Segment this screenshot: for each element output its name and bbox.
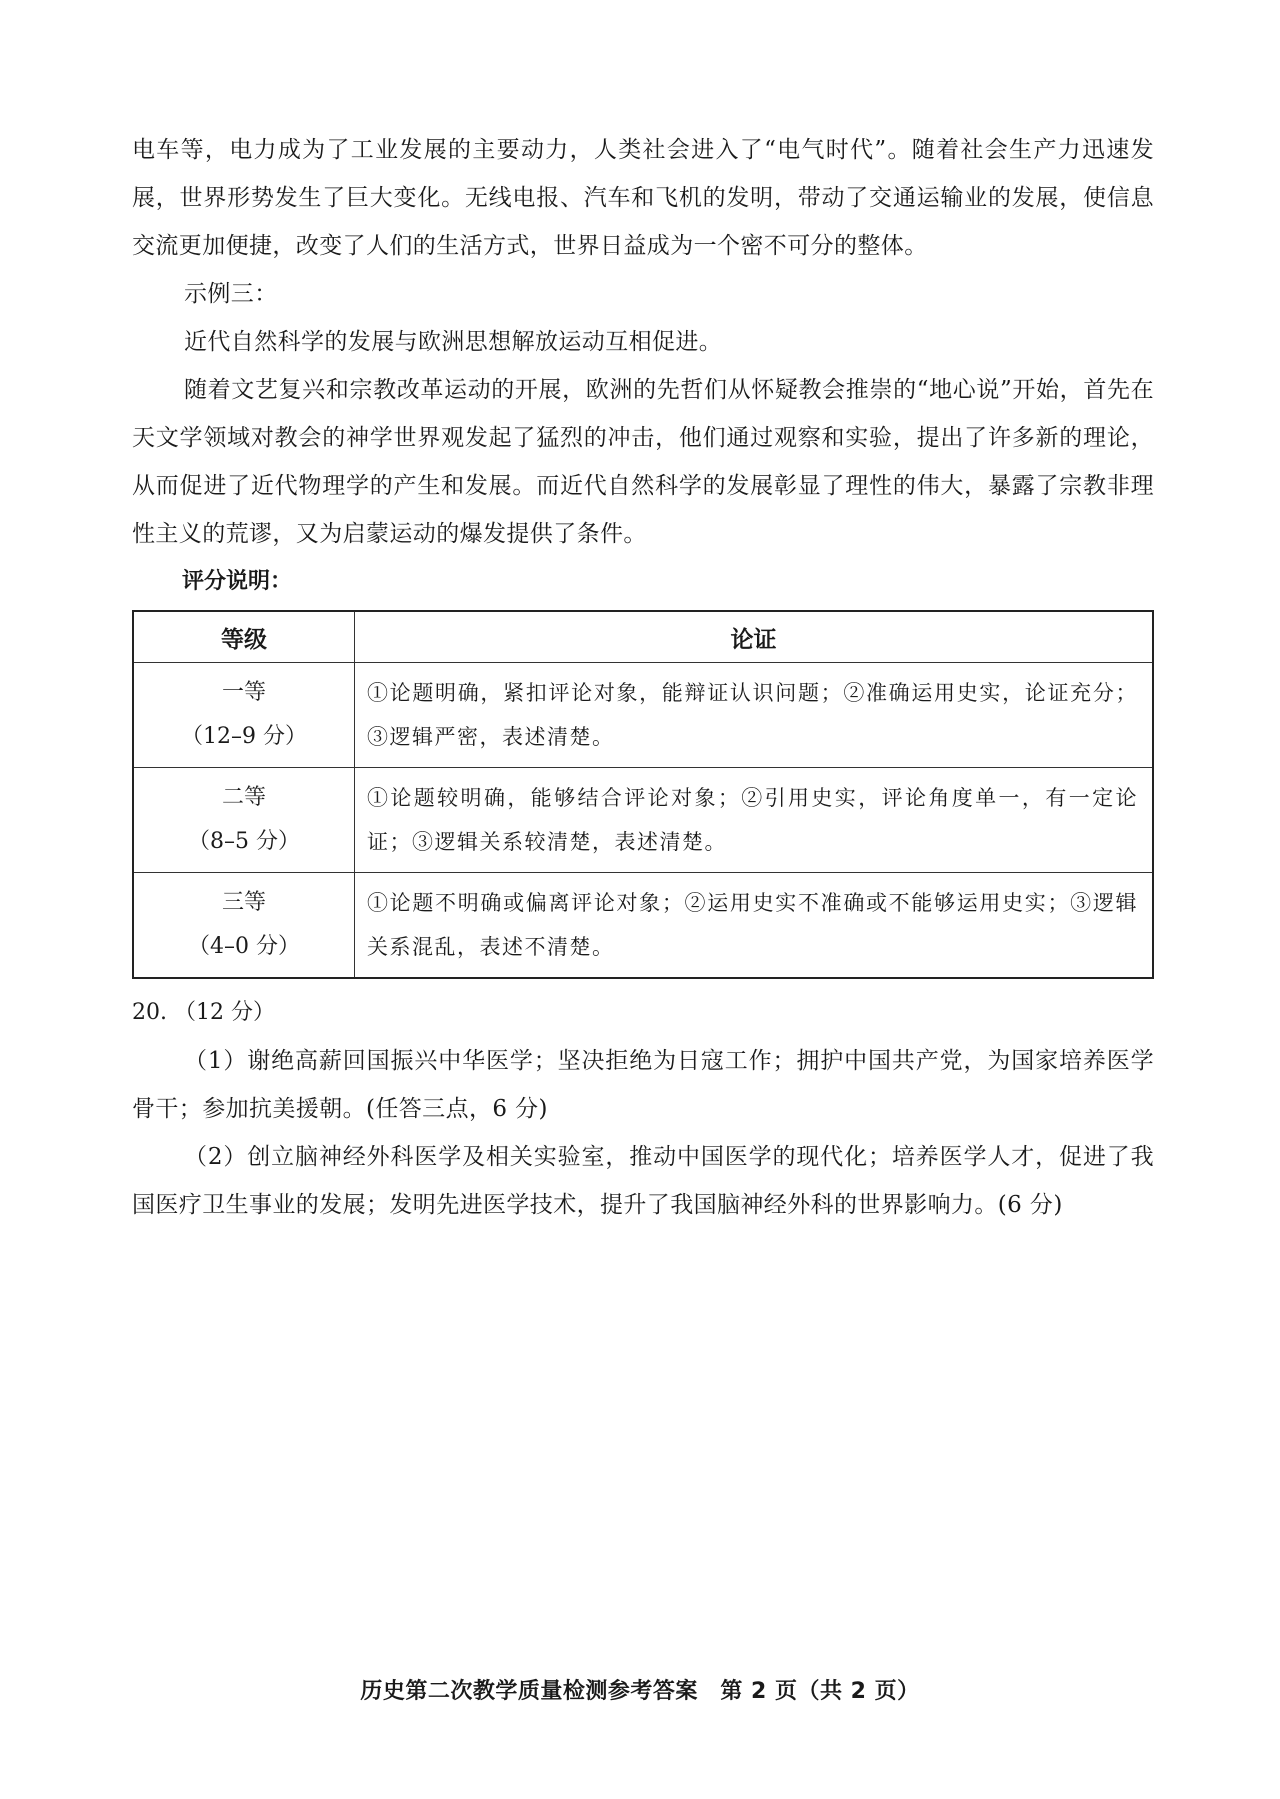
rubric-row — [133, 663, 1153, 768]
rubric-row — [133, 768, 1153, 873]
rubric-grade-cell — [133, 873, 355, 979]
answer-page — [132, 126, 1154, 1229]
rubric-desc-cell: ①论题不明确或偏离评论对象；②运用史实不准确或不能够运用史实；③逻辑关系混乱，表述不清楚。 — [355, 873, 1154, 979]
rubric-header-row — [133, 611, 1153, 663]
rubric-desc-cell: ①论题较明确，能够结合评论对象；②引用史实，评论角度单一，有一定论证；③逻辑关系较清楚，表述清楚。 — [355, 768, 1154, 873]
scoring-label: 评分说明： — [182, 569, 293, 594]
grade-name: 三等 — [221, 890, 266, 915]
page-footer: 历史第二次教学质量检测参考答案 第 2 页（共 2 页） — [360, 1679, 920, 1704]
rubric-grade-cell — [133, 768, 355, 873]
rubric-header-grade: 等级 — [133, 611, 355, 663]
grade-range: （4–0 分） — [188, 934, 300, 959]
example-three-heading: 示例三： — [184, 281, 278, 307]
grade-name: 二等 — [221, 785, 266, 810]
example-three-body: 随着文艺复兴和宗教改革运动的开展，欧洲的先哲们从怀疑教会推崇的“地心说”开始，首先在天文学领域对教会的神学世界观发起了猛烈的冲击，他们通过观察和实验，提出了许多新的理论，从而促进了近代物理学的产生和发展。而近代自然科学的发展彰显了理性的伟大，暴露了宗教非理性主义的荒谬，又为启蒙运动的爆发提供了条件。 — [132, 377, 1154, 547]
rubric-desc-cell: ①论题明确，紧扣评论对象，能辩证认识问题；②准确运用史实，论证充分；③逻辑严密，表述清楚。 — [355, 663, 1154, 768]
rubric-grade-cell — [133, 663, 355, 768]
rubric-table — [132, 610, 1154, 979]
grade-name: 一等 — [221, 680, 266, 705]
rubric-row — [133, 873, 1153, 979]
grade-range: （8–5 分） — [188, 829, 300, 854]
example-three-thesis: 近代自然科学的发展与欧洲思想解放运动互相促进。 — [184, 329, 723, 355]
rubric-header-argument: 论证 — [355, 611, 1154, 663]
paragraph-electric-age: 电车等，电力成为了工业发展的主要动力，人类社会进入了“电气时代”。随着社会生产力迅速发展，世界形势发生了巨大变化。无线电报、汽车和飞机的发明，带动了交通运输业的发展，使信息交流更加便捷，改变了人们的生活方式，世界日益成为一个密不可分的整体。 — [132, 137, 1154, 259]
grade-range: （12–9 分） — [181, 724, 307, 749]
question-20-answer-2: （2）创立脑神经外科医学及相关实验室，推动中国医学的现代化；培养医学人才，促进了我国医疗卫生事业的发展；发明先进医学技术，提升了我国脑神经外科的世界影响力。(6 分) — [132, 1144, 1154, 1218]
question-20-heading: 20. （12 分） — [132, 1000, 275, 1025]
question-20-answer-1: （1）谢绝高薪回国振兴中华医学；坚决拒绝为日寇工作；拥护中国共产党，为国家培养医学骨干；参加抗美援朝。(任答三点，6 分) — [132, 1048, 1154, 1122]
